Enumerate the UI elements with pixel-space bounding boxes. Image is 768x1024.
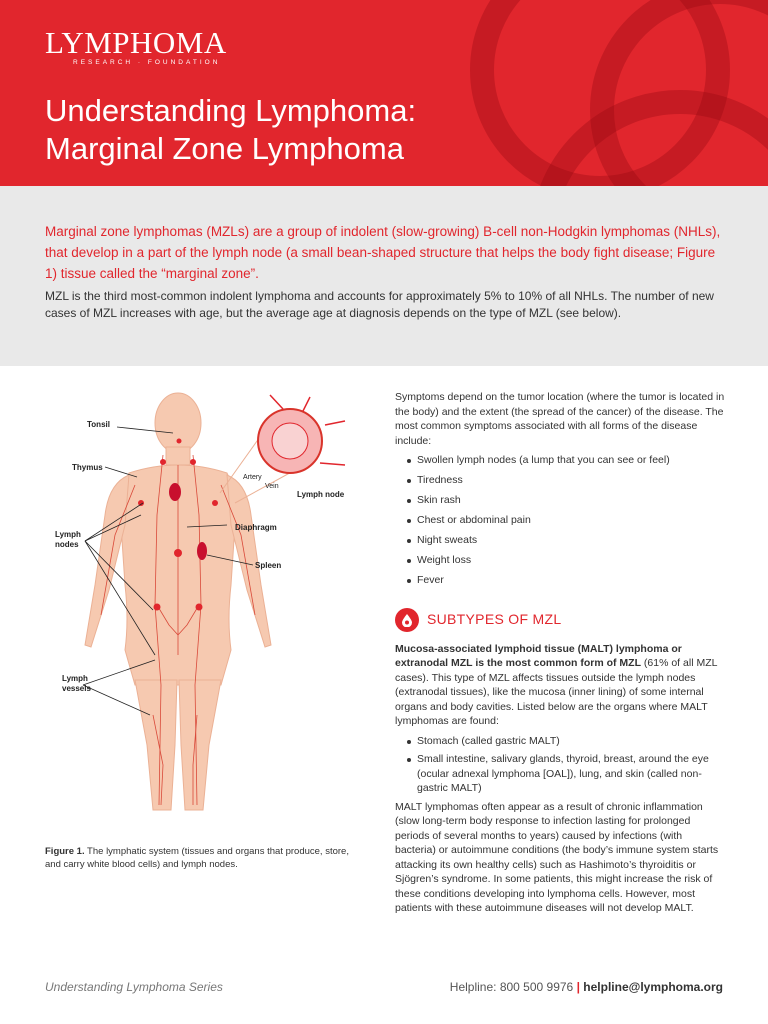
malt-text: (61% of all MZL cases). This type of MZL affects tissues outside the lymph nodes (extranodal tissues), like the mucosa (inner lining) of some internal organs and body cavities. Listed below are the organs where MALT lymphomas are found: [395,657,718,727]
label-lymph-vessels [62,674,91,694]
page-title [45,92,416,168]
label-lymph-nodes-line1: Lymph [55,530,81,539]
helpline-phone[interactable]: Helpline: 800 500 9976 [449,980,574,994]
organ-item: Small intestine, salivary glands, thyroid, breast, around the eye (ocular adnexal lymphoma [OAL]), lung, and skin (called non-gastric MALT) [395,752,725,796]
label-lymph-nodes-line2: nodes [55,540,79,549]
label-spleen: Spleen [255,561,282,570]
symptom-item: Skin rash [395,493,725,508]
label-lymph-vessels-line1: Lymph [62,674,88,683]
intro-section [0,186,768,366]
footer-separator: | [576,980,580,994]
header-banner [0,0,768,186]
right-column [395,390,725,916]
organ-list [395,734,725,796]
label-diaphragm: Diaphragm [235,523,277,532]
label-lymph-node: Lymph node [297,490,345,499]
symptom-item: Swollen lymph nodes (a lump that you can see or feel) [395,453,725,468]
lymphatic-system-figure [45,385,365,825]
caption-text: The lymphatic system (tissues and organs that produce, store, and carry white blood cells) and lymph nodes. [45,846,349,870]
helpline-email[interactable]: helpline@lymphoma.org [583,980,723,994]
blood-drop-icon [395,608,419,632]
title-line-2: Marginal Zone Lymphoma [45,131,404,166]
symptom-item: Weight loss [395,553,725,568]
label-vein: Vein [265,483,279,490]
symptoms-list [395,453,725,588]
label-lymph-nodes [55,530,81,550]
symptom-item: Tiredness [395,473,725,488]
title-line-1: Understanding Lymphoma: [45,93,417,128]
figure-caption [45,845,363,871]
subtypes-heading: SUBTYPES OF MZL [427,611,562,628]
intro-lead: Marginal zone lymphomas (MZLs) are a group of indolent (slow-growing) B-cell non-Hodgkin lymphomas (NHLs), that develop in a part of the lymph node (a small bean-shaped structure that helps the body fight disease; Figure 1) tissue called the “marginal zone”. [45,224,721,281]
label-thymus: Thymus [72,463,103,472]
subtypes-heading-row [395,608,725,632]
label-lymph-vessels-line2: vessels [62,684,91,693]
malt-paragraph [395,642,725,729]
symptom-item: Chest or abdominal pain [395,513,725,528]
organ-item: Stomach (called gastric MALT) [395,734,725,749]
symptoms-intro: Symptoms depend on the tumor location (where the tumor is located in the body) and the extent (the spread of the cancer) of the disease. The most common symptoms associated with all forms of the disease include: [395,391,725,447]
symptom-item: Fever [395,573,725,588]
helpline-info [450,980,723,994]
body-illustration [45,385,365,825]
label-artery: Artery [243,474,262,481]
logo-wordmark: LYMPHOMA [45,25,227,60]
malt-bold: Mucosa-associated lymphoid tissue (MALT) lymphoma or extranodal MZL is the most common form of MZL [395,642,682,669]
lymphoma-logo[interactable] [45,25,227,66]
caption-label: Figure 1. [45,846,85,857]
intro-body: MZL is the third most-common indolent lymphoma and accounts for approximately 5% to 10% of all NHLs. The number of new cases of MZL increases with age, but the average age at diagnosis depends on the type of MZL (see below). [45,289,714,320]
malt-cause-paragraph: MALT lymphomas often appear as a result of chronic inflammation (slow long-term body response to infection lasting for prolonged periods of several months to years) caused by infections (with bacteria) or autoimmune conditions (the body’s immune system starts attacking its own healthy cells) such as Hashimoto’s thyroiditis or Sjögren’s syndrome. In some patients, this might increase the risk of these conditions developing into lymphoma cells. However, most patients with these autoimmune diseases will not develop MALT. [395,800,719,914]
series-name: Understanding Lymphoma Series [45,980,223,994]
symptom-item: Night sweats [395,533,725,548]
label-tonsil: Tonsil [87,420,110,429]
logo-subtitle: RESEARCH · FOUNDATION [73,59,221,66]
